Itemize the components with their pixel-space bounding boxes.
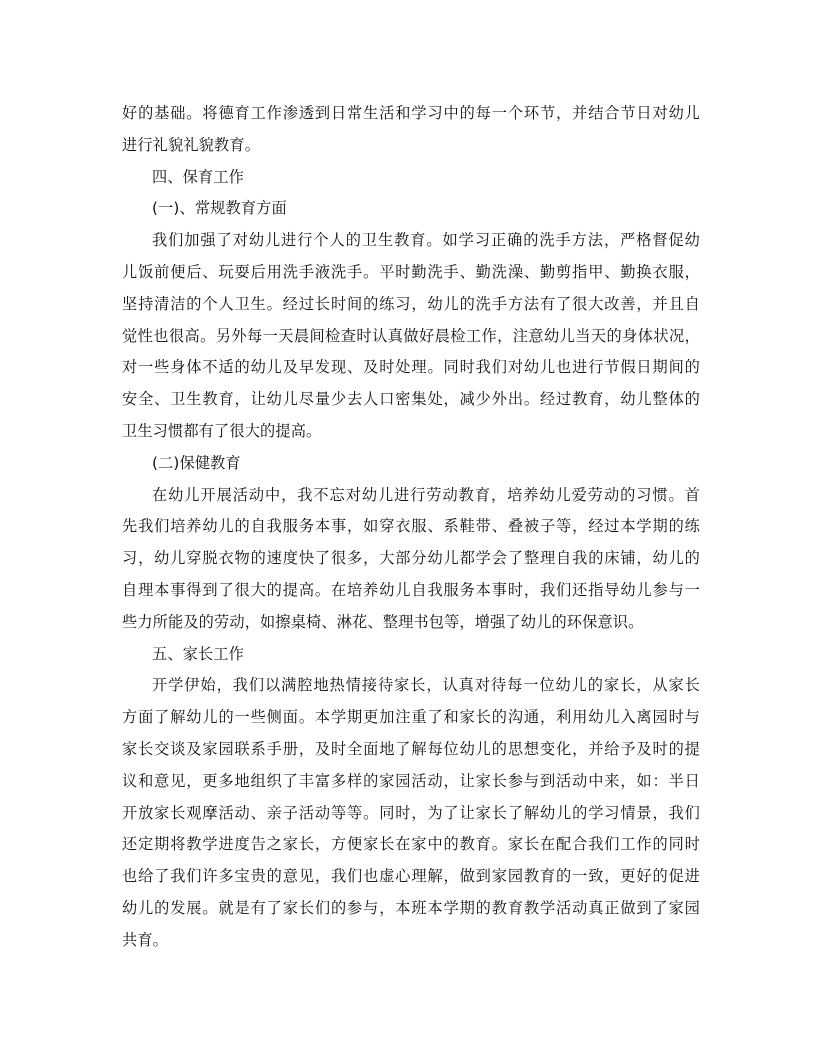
text-line: 还定期将教学进度告之家长，方便家长在家中的教育。家长在配合我们工作的同时 bbox=[122, 835, 700, 854]
text-line: 四、保育工作 bbox=[152, 167, 245, 186]
text-line: 儿饭前便后、玩耍后用洗手液洗手。平时勤洗手、勤洗澡、勤剪指甲、勤换衣服， bbox=[122, 262, 700, 281]
text-line: 在幼儿开展活动中，我不忘对幼儿进行劳动教育，培养幼儿爱劳动的习惯。首 bbox=[152, 485, 700, 504]
text-line: 些力所能及的劳动，如擦桌椅、淋花、整理书包等，增强了幼儿的环保意识。 bbox=[122, 612, 644, 631]
text-line: 共育。 bbox=[122, 930, 169, 949]
text-line: 安全、卫生教育，让幼儿尽量少去人口密集处，减少外出。经过教育，幼儿整体的 bbox=[122, 390, 700, 409]
text-line: 自理本事得到了很大的提高。在培养幼儿自我服务本事时，我们还指导幼儿参与一 bbox=[122, 580, 700, 599]
text-line: 方面了解幼儿的一些侧面。本学期更加注重了和家长的沟通，利用幼儿入离园时与 bbox=[122, 708, 700, 727]
text-line: 好的基础。将德育工作渗透到日常生活和学习中的每一个环节，并结合节日对幼儿 bbox=[122, 104, 700, 122]
text-line: 对一些身体不适的幼儿及早发现、及时处理。同时我们对幼儿也进行节假日期间的 bbox=[122, 358, 700, 377]
text-line: 坚持清洁的个人卫生。经过长时间的练习，幼儿的洗手方法有了很大改善，并且自 bbox=[122, 294, 700, 313]
text-line: 先我们培养幼儿的自我服务本事，如穿衣服、系鞋带、叠被子等，经过本学期的练 bbox=[122, 517, 700, 536]
document-body bbox=[122, 98, 700, 957]
text-line: 进行礼貌礼貌教育。 bbox=[122, 135, 261, 154]
text-line: (一)、常规教育方面 bbox=[152, 199, 287, 218]
text-line: 卫生习惯都有了很大的提高。 bbox=[122, 421, 322, 440]
text-line: 觉性也很高。另外每一天晨间检查时认真做好晨检工作，注意幼儿当天的身体状况， bbox=[122, 326, 700, 345]
text-line: 开学伊始，我们以满腔地热情接待家长，认真对待每一位幼儿的家长，从家长 bbox=[152, 676, 700, 695]
text-line: 议和意见，更多地组织了丰富多样的家园活动，让家长参与到活动中来，如：半日 bbox=[122, 771, 700, 790]
text-line: 家长交谈及家园联系手册，及时全面地了解每位幼儿的思想变化，并给予及时的提 bbox=[122, 739, 700, 758]
text-line: 我们加强了对幼儿进行个人的卫生教育。如学习正确的洗手方法，严格督促幼 bbox=[152, 231, 700, 250]
text-line: 五、家长工作 bbox=[152, 644, 245, 663]
text-line: 习，幼儿穿脱衣物的速度快了很多，大部分幼儿都学会了整理自我的床铺，幼儿的 bbox=[122, 549, 700, 568]
text-line: 开放家长观摩活动、亲子活动等等。同时，为了让家长了解幼儿的学习情景，我们 bbox=[122, 803, 700, 822]
text-line: 幼儿的发展。就是有了家长们的参与，本班本学期的教育教学活动真正做到了家园 bbox=[122, 898, 700, 917]
text-line: 也给了我们许多宝贵的意见，我们也虚心理解，做到家园教育的一致，更好的促进 bbox=[122, 867, 700, 886]
text-line: (二)保健教育 bbox=[152, 453, 241, 472]
